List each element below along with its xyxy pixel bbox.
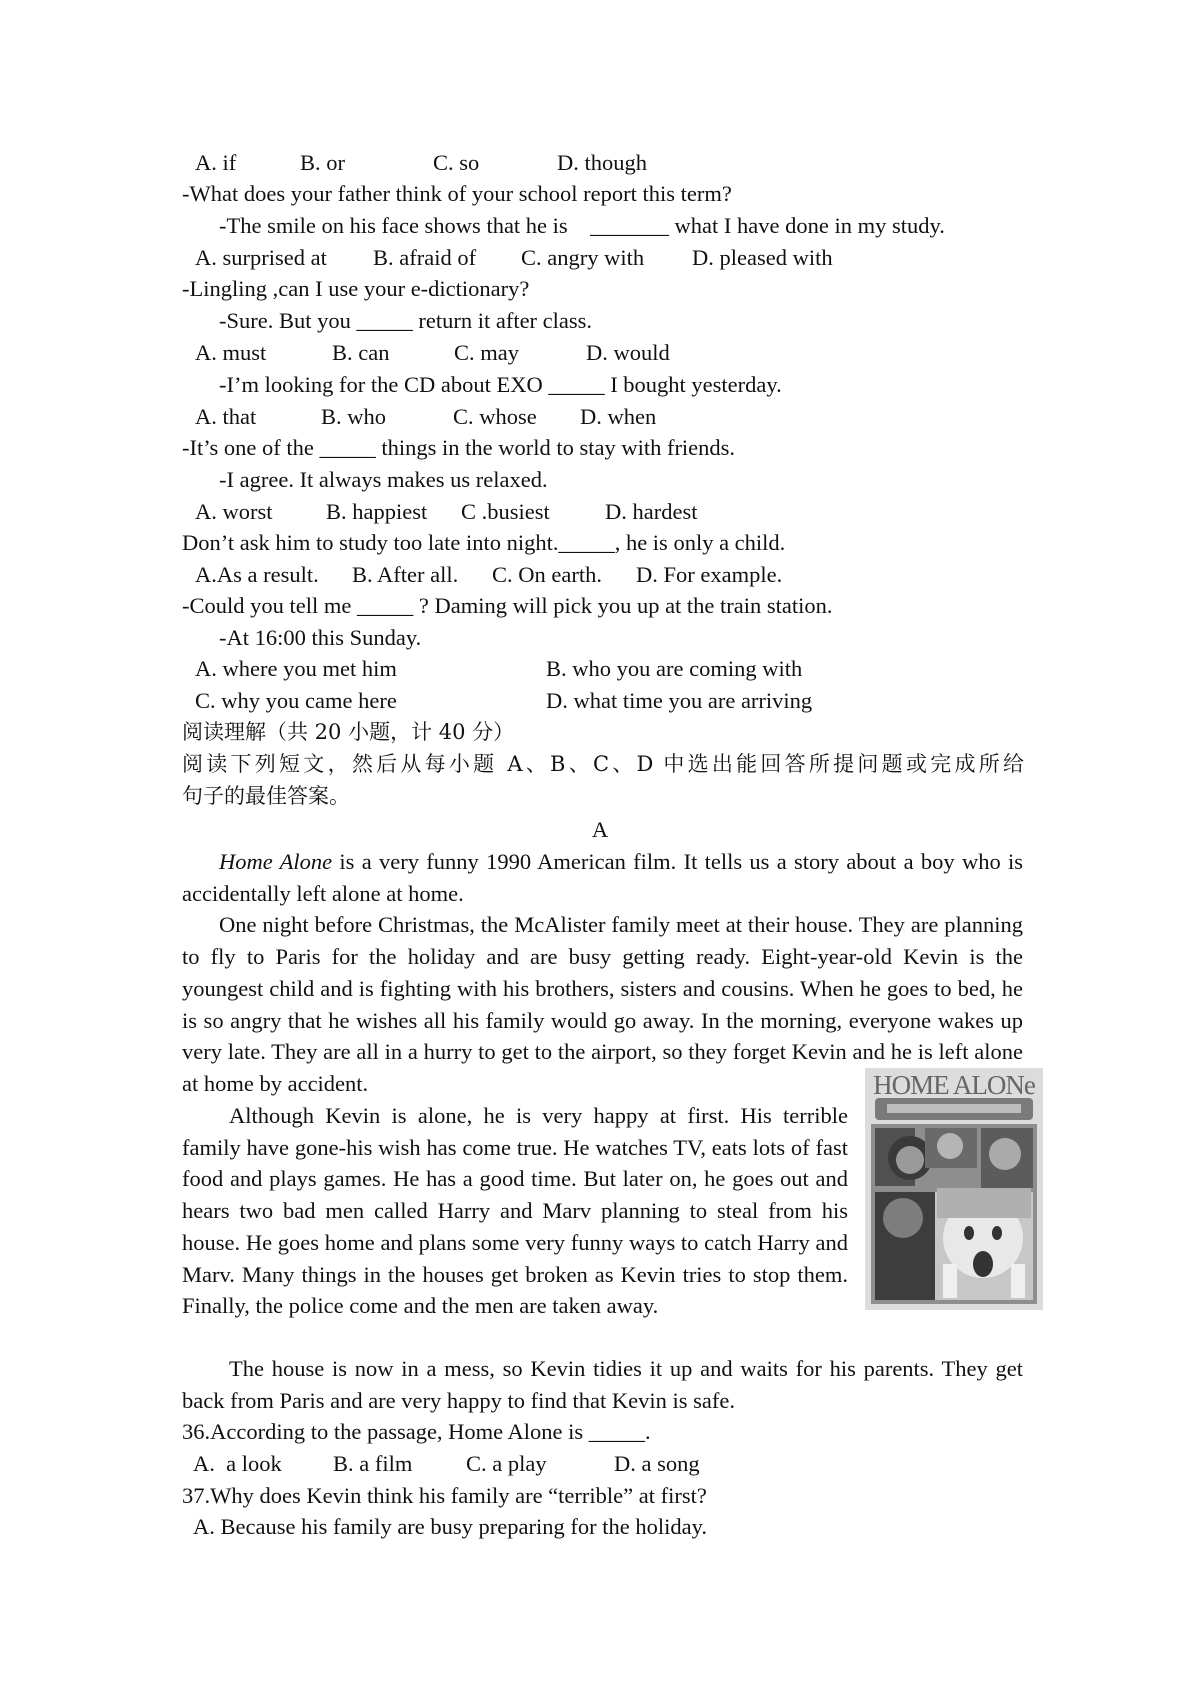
film-poster-image — [865, 1068, 1043, 1310]
passage-paragraph: Home Alone is a very funny 1990 American film. It tells us a story about a boy who is accidentally left alone at home. — [182, 849, 1024, 906]
options-row — [0, 402, 1200, 432]
option-b[interactable]: B. a film — [333, 1451, 413, 1476]
option-b[interactable]: B. or — [300, 150, 345, 175]
options-row — [0, 654, 1200, 684]
question-line: -It’s one of the _____ things in the world to stay with friends. — [182, 435, 736, 460]
question-line: Don’t ask him to study too late into night._____, he is only a child. — [182, 530, 786, 555]
option-b[interactable]: B. happiest — [326, 499, 428, 524]
options-row — [0, 338, 1200, 368]
options-row — [0, 243, 1200, 273]
option-a[interactable]: A. that — [195, 404, 257, 429]
option-d[interactable]: D. when — [580, 404, 657, 429]
poster-title: HOME ALONe — [873, 1070, 1035, 1100]
question-line: -Sure. But you _____ return it after class. — [219, 308, 593, 333]
option-a[interactable]: A. worst — [195, 499, 273, 524]
option-b[interactable]: B. After all. — [352, 562, 459, 587]
section-instructions: 句子的最佳答案。 — [182, 784, 350, 808]
option-d[interactable]: D. what time you are arriving — [546, 688, 813, 713]
option-c[interactable]: C. so — [433, 150, 480, 175]
section-instructions: 阅读下列短文，然后从每小题 A、B、C、D 中选出能回答所提问题或完成所给 — [182, 752, 1024, 776]
option-c[interactable]: C .busiest — [461, 499, 550, 524]
passage-paragraph: One night before Christmas, the McAlister family meet at their house. They are planning to fly to Paris for the holiday and are busy getting ready. Eight-year-old Kevin is the youngest child and is fighting with his brothers, sisters and cousins. When he goes to bed, he is so angry that he wishes all his family would go away. In the morning, everyone wakes up very late. They are all in a hurry to get to the airport, so they forget Kevin and he is left alone at home by accident. — [182, 912, 1023, 1096]
option-c[interactable]: C. a play — [466, 1451, 547, 1476]
question-line: -Lingling ,can I use your e-dictionary? — [182, 276, 530, 301]
option-d[interactable]: D. hardest — [605, 499, 698, 524]
option-a[interactable]: A. where you met him — [195, 656, 397, 681]
option-d[interactable]: D. a song — [614, 1451, 700, 1476]
option-c[interactable]: C. angry with — [521, 245, 645, 270]
options-row — [0, 497, 1200, 527]
options-row — [0, 1449, 1200, 1479]
section-title: 阅读理解（共 20 小题，计 40 分） — [182, 720, 515, 744]
question-line: -Could you tell me _____ ? Daming will pick you up at the train station. — [182, 593, 833, 618]
option-a[interactable]: A. a look — [193, 1451, 282, 1476]
question-line: -What does your father think of your school report this term? — [182, 181, 732, 206]
option-d[interactable]: D. though — [557, 150, 647, 175]
option-a[interactable]: A. must — [195, 340, 267, 365]
question-line: -I’m looking for the CD about EXO _____ I bought yesterday. — [219, 372, 782, 397]
poster-graphic — [865, 1068, 1043, 1310]
option-a[interactable]: A. Because his family are busy preparing for the holiday. — [193, 1514, 708, 1539]
option-b[interactable]: B. can — [332, 340, 390, 365]
option-a[interactable]: A. if — [195, 150, 237, 175]
passage-body-wrapped — [182, 1100, 848, 1322]
option-b[interactable]: B. afraid of — [373, 245, 477, 270]
option-b[interactable]: B. who you are coming with — [546, 656, 803, 681]
option-d[interactable]: D. pleased with — [692, 245, 833, 270]
option-c[interactable]: C. whose — [453, 404, 537, 429]
option-d[interactable]: D. For example. — [636, 562, 783, 587]
question-stem: 36.According to the passage, Home Alone is _____. — [182, 1419, 651, 1444]
option-d[interactable]: D. would — [586, 340, 670, 365]
option-c[interactable]: C. may — [454, 340, 519, 365]
question-line: -The smile on his face shows that he is _______ what I have done in my study. — [219, 213, 945, 238]
passage-body — [182, 846, 1023, 1100]
options-row — [0, 686, 1200, 716]
question-line: -I agree. It always makes us relaxed. — [219, 467, 548, 492]
film-title: Home Alone — [219, 849, 333, 874]
option-c[interactable]: C. why you came here — [195, 688, 397, 713]
option-a[interactable]: A. surprised at — [195, 245, 327, 270]
option-a[interactable]: A.As a result. — [195, 562, 319, 587]
passage-body — [182, 1353, 1023, 1416]
question-stem: 37.Why does Kevin think his family are “terrible” at first? — [182, 1483, 707, 1508]
options-row — [0, 560, 1200, 590]
passage-paragraph: Although Kevin is alone, he is very happy at first. His terrible family have gone-his wish has come true. He watches TV, eats lots of fast food and plays games. He has a good time. But later on, he goes out and hears two bad men called Harry and Marv planning to steal from his house. He goes home and plans some very funny ways to catch Harry and Marv. Many things in the houses get broken as Kevin tries to stop them. Finally, the police come and the men are taken away. — [182, 1103, 848, 1319]
options-row — [0, 148, 1200, 178]
passage-paragraph: The house is now in a mess, so Kevin tidies it up and waits for his parents. They get back from Paris and are very happy to find that Kevin is safe. — [182, 1356, 1023, 1413]
question-line: -At 16:00 this Sunday. — [219, 625, 422, 650]
option-b[interactable]: B. who — [321, 404, 387, 429]
option-c[interactable]: C. On earth. — [492, 562, 602, 587]
passage-letter: A — [591, 817, 609, 842]
